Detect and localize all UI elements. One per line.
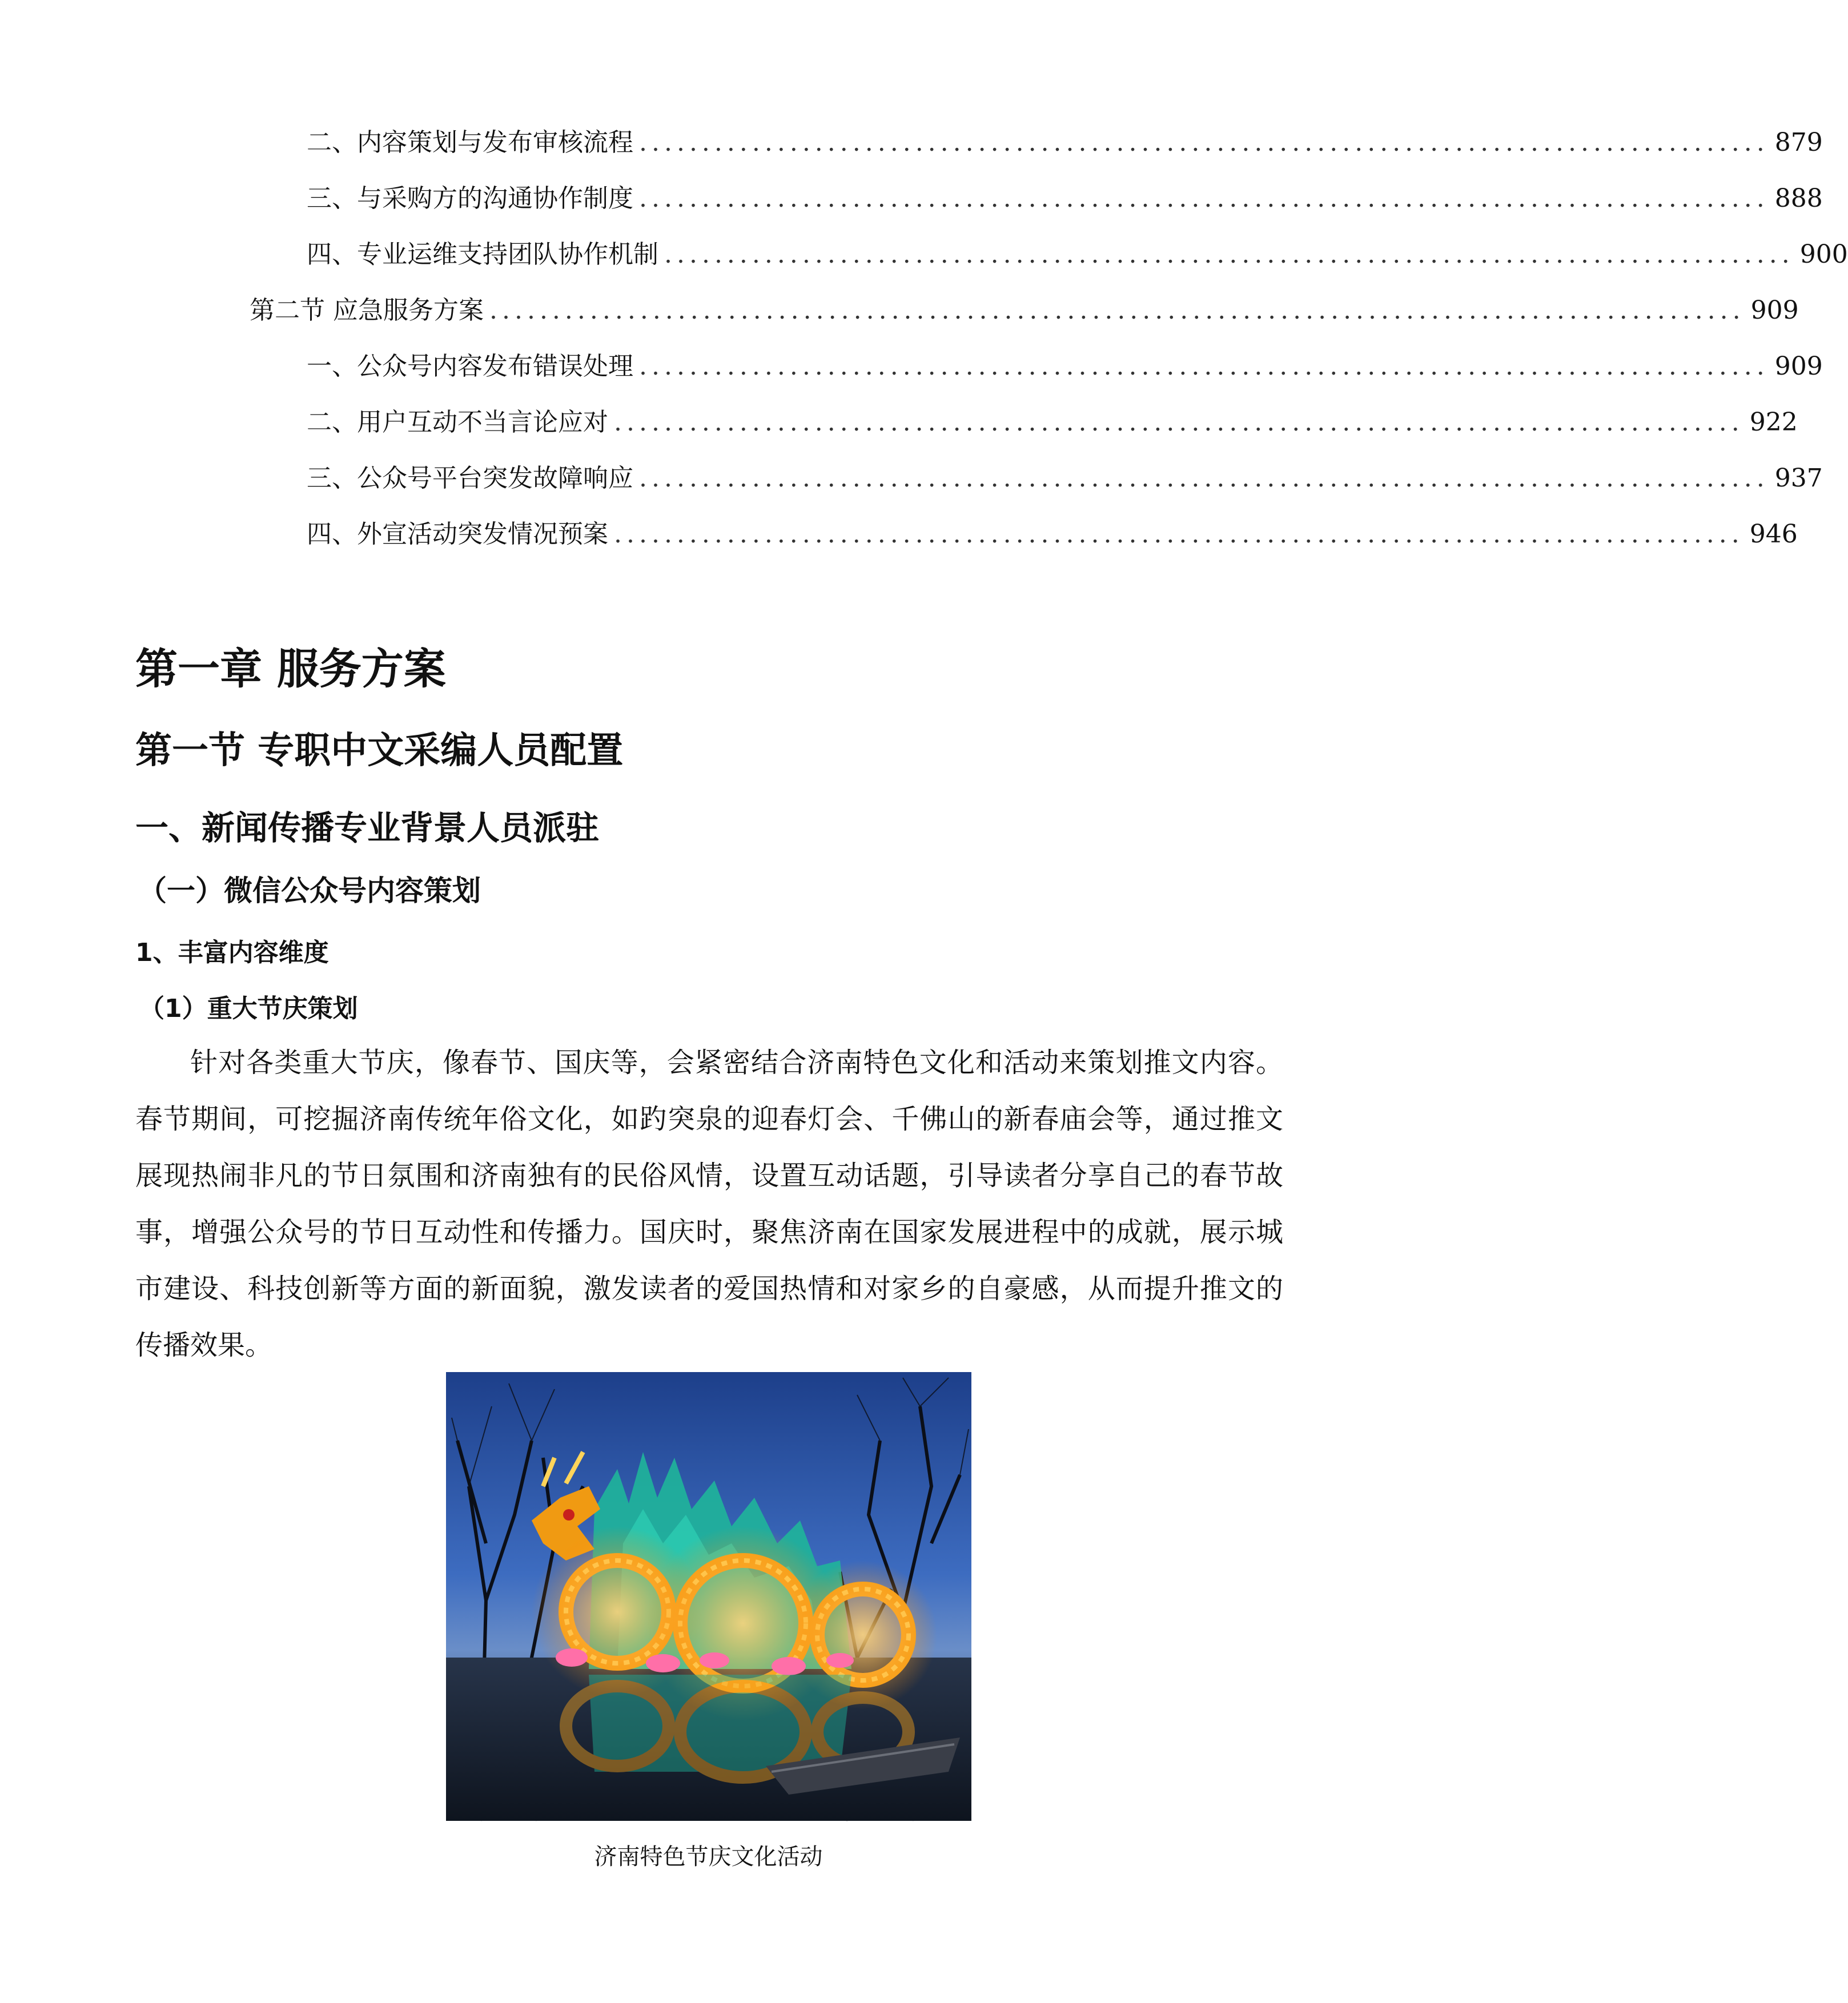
toc-entry-page: 909: [1774, 352, 1823, 381]
toc-entry-title: 专业运维支持团队协作机制: [357, 240, 658, 269]
figure-caption: 济南特色节庆文化活动: [594, 1844, 823, 1870]
toc-entry-title: 与采购方的沟通协作制度: [357, 184, 633, 213]
toc-entry-title: 用户互动不当言论应对: [357, 408, 608, 437]
toc-entry-page: 879: [1774, 128, 1823, 157]
toc-leader-dots: ....................................................................................................: [489, 296, 1745, 325]
toc-entry[interactable]: [307, 238, 1848, 272]
toc-entry-title: 内容策划与发布审核流程: [357, 128, 633, 157]
toc-entry[interactable]: [250, 293, 1799, 328]
toc-leader-dots: ..........................................................................................: [639, 352, 1769, 381]
section-heading: 第一节 专职中文采编人员配置: [135, 730, 624, 772]
toc-entry-title: 公众号平台突发故障响应: [357, 464, 633, 493]
toc-leader-dots: ..........................................................................................: [614, 520, 1744, 549]
toc-entry[interactable]: [307, 517, 1798, 552]
toc-entry-title: 外宣活动突发情况预案: [357, 520, 608, 549]
toc-entry-number: 三、: [307, 184, 357, 213]
subsection-heading: 一、新闻传播专业背景人员派驻: [135, 809, 600, 847]
toc-leader-dots: ..........................................................................................: [639, 184, 1769, 213]
body-paragraph: 针对各类重大节庆，像春节、国庆等，会紧密结合济南特色文化和活动来策划推文内容。春节期间，可挖掘济南传统年俗文化，如趵突泉的迎春灯会、千佛山的新春庙会等，通过推文展现热闹非凡的节日氛围和济南独有的民俗风情，设置互动话题，引导读者分享自己的春节故事，增强公众号的节日互动性和传播力。国庆时，聚焦济南在国家发展进程中的成就，展示城市建设、科技创新等方面的新面貌，激发读者的爱国热情和对家乡的自豪感，从而提升推文的传播效果。: [135, 1047, 1283, 1361]
toc-entry[interactable]: [307, 461, 1823, 496]
toc-leader-dots: ..........................................................................................: [639, 128, 1769, 157]
toc-entry[interactable]: [307, 405, 1798, 440]
toc-entry-number: 三、: [307, 464, 357, 493]
toc-entry-page: 888: [1774, 184, 1823, 213]
toc-entry-number: 二、: [307, 128, 357, 157]
toc-entry-number: 四、: [307, 520, 357, 549]
toc-entry-page: 946: [1749, 520, 1798, 549]
chapter-heading: 第一章 服务方案: [135, 645, 446, 694]
toc-entry-page: 900: [1799, 240, 1848, 269]
toc-entry[interactable]: [307, 349, 1823, 384]
toc-entry-title: 第二节 应急服务方案: [250, 296, 484, 325]
festival-lantern-photo: [446, 1372, 971, 1821]
subitem-heading: （1）重大节庆策划: [139, 994, 358, 1023]
toc-entry-page: 909: [1750, 296, 1799, 325]
body-paragraph-container: [135, 1035, 1283, 1374]
toc-entry-number: 一、: [307, 352, 357, 381]
toc-entry[interactable]: [307, 182, 1823, 216]
toc-entry-number: 二、: [307, 408, 357, 437]
subsubsection-heading: （一）微信公众号内容策划: [138, 874, 481, 907]
toc-entry-page: 922: [1749, 408, 1798, 437]
toc-entry-page: 937: [1774, 464, 1823, 493]
toc-leader-dots: ..........................................................................................: [614, 408, 1744, 437]
toc-entry-title: 公众号内容发布错误处理: [357, 352, 633, 381]
toc-entry[interactable]: [307, 126, 1823, 160]
toc-entry-number: 四、: [307, 240, 357, 269]
toc-leader-dots: ..........................................................................................: [639, 464, 1769, 493]
toc-leader-dots: ..........................................................................................: [664, 240, 1794, 269]
item-heading: 1、丰富内容维度: [135, 938, 329, 967]
